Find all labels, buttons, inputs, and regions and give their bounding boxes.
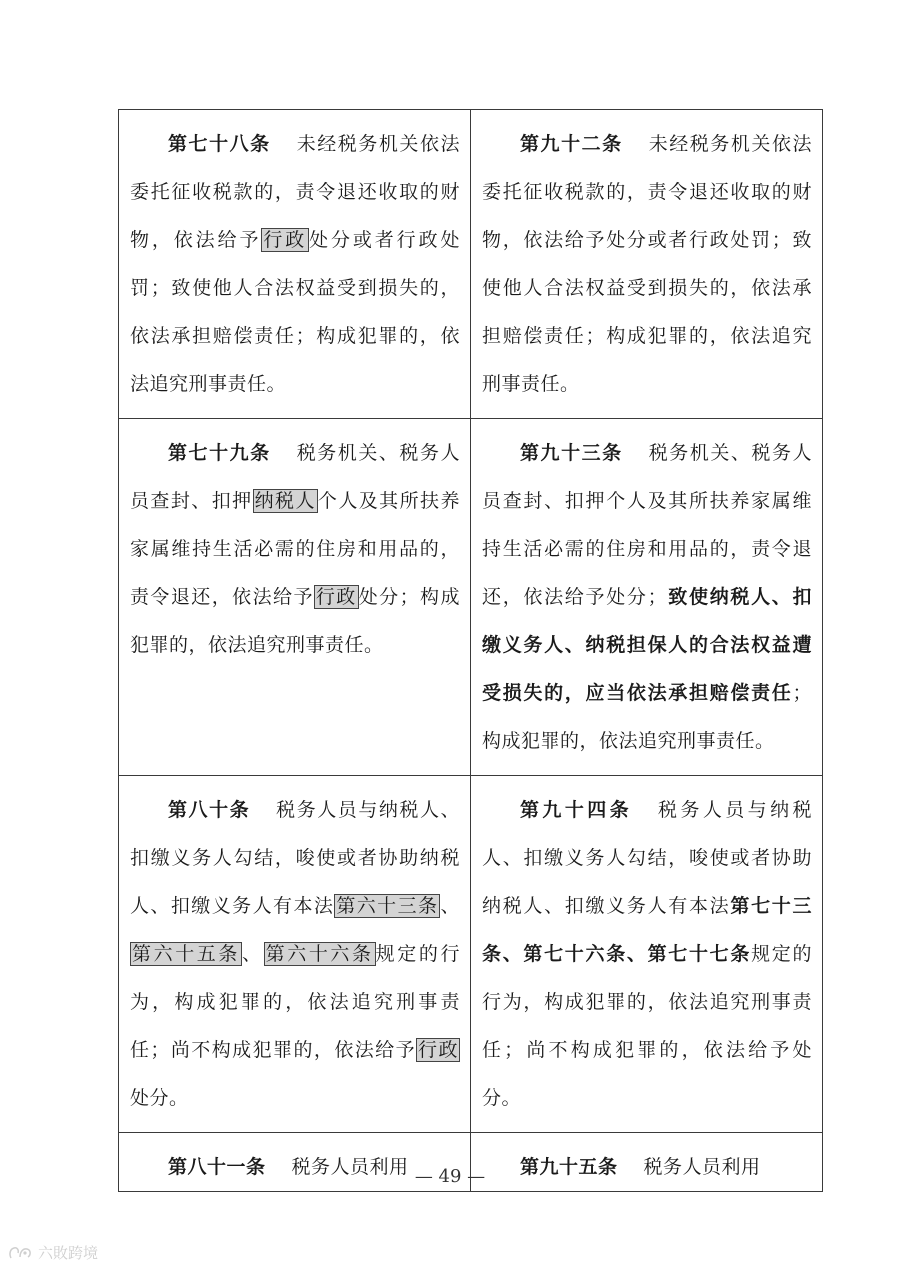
article-text: 税务人员利用: [643, 1156, 761, 1178]
article-text: 税务人员与纳税人、扣缴义务人勾结，唆使或者协助纳税人、扣缴义务人有本法: [130, 799, 460, 917]
article-number: 第八十条: [168, 799, 251, 821]
new-law-cell: [471, 110, 823, 419]
law-comparison-table: [118, 109, 823, 1192]
article-text: 规定的行为，构成犯罪的，依法追究刑事责任；尚不构成犯罪的，依法给予处分。: [482, 943, 812, 1109]
deleted-text-mark: 行政: [418, 1039, 458, 1061]
article-number: 第七十八条: [168, 133, 271, 155]
article-text: 税务人员与纳税人、扣缴义务人勾结，唆使或者协助纳税人、扣缴义务人有本法: [482, 799, 812, 917]
comparison-row: [119, 776, 823, 1133]
article-text: 个人及其所扶养家属维持生活必需的住房和用品的，责令退还，依法给予: [130, 490, 460, 608]
article-text: 税务机关、税务人员查封、扣押个人及其所扶养家属维持生活必需的住房和用品的，责令退还，依法给予处分；: [482, 442, 812, 608]
new-law-cell: [471, 419, 823, 776]
article-number: 第九十三条: [520, 442, 623, 464]
article-text: 处分；构成犯罪的，依法追究刑事责任。: [130, 586, 460, 656]
article-number: 第九十四条: [520, 799, 633, 821]
deleted-text-mark: 行政: [315, 586, 357, 608]
article-number: 第九十二条: [520, 133, 623, 155]
old-law-cell: [119, 776, 471, 1133]
watermark-text: 六敗跨境: [38, 1244, 99, 1262]
deleted-text-mark: 第六十三条: [336, 895, 439, 917]
old-law-cell: [119, 419, 471, 776]
article-text: 规定的行为，构成犯罪的，依法追究刑事责任；尚不构成犯罪的，依法给予: [130, 943, 460, 1061]
article-number: 第七十九条: [168, 442, 271, 464]
article-text: 未经税务机关依法委托征收税款的，责令退还收取的财物，依法给予处分或者行政处罚；致使他人合法权益受到损失的，依法承担赔偿责任；构成犯罪的，依法追究刑事责任。: [482, 133, 812, 395]
added-text: 致使纳税人、扣缴义务人、纳税担保人的合法权益遭受损失的，应当依法承担赔偿责任: [482, 586, 812, 704]
deleted-text-mark: 行政: [263, 229, 308, 251]
new-law-cell: [471, 776, 823, 1133]
added-text: 第七十三条、第七十六条、第七十七条: [482, 895, 812, 965]
watermark-logo-icon: [8, 1245, 34, 1261]
article-text: 处分。: [130, 1087, 189, 1109]
old-law-cell: [119, 110, 471, 419]
article-number: 第八十一条: [168, 1156, 266, 1178]
article-text: 税务机关、税务人员查封、扣押: [130, 442, 460, 512]
deleted-text-mark: 第六十五条: [132, 943, 241, 965]
watermark: [8, 1242, 98, 1263]
article-text: ；构成犯罪的，依法追究刑事责任。: [482, 682, 812, 752]
page-number: — 49 —: [414, 1166, 486, 1187]
article-text: 税务人员利用: [291, 1156, 409, 1178]
article-number: 第九十五条: [520, 1156, 618, 1178]
article-text: 未经税务机关依法委托征收税款的，责令退还收取的财物，依法给予: [130, 133, 460, 251]
article-text: 、: [440, 895, 460, 917]
comparison-row: [119, 419, 823, 776]
article-text: 、: [242, 943, 264, 965]
deleted-text-mark: 第六十六条: [265, 943, 374, 965]
comparison-row: [119, 110, 823, 419]
article-text: 处分或者行政处罚；致使他人合法权益受到损失的，依法承担赔偿责任；构成犯罪的，依法追究刑事责任。: [130, 229, 460, 395]
deleted-text-mark: 纳税人: [254, 490, 316, 512]
